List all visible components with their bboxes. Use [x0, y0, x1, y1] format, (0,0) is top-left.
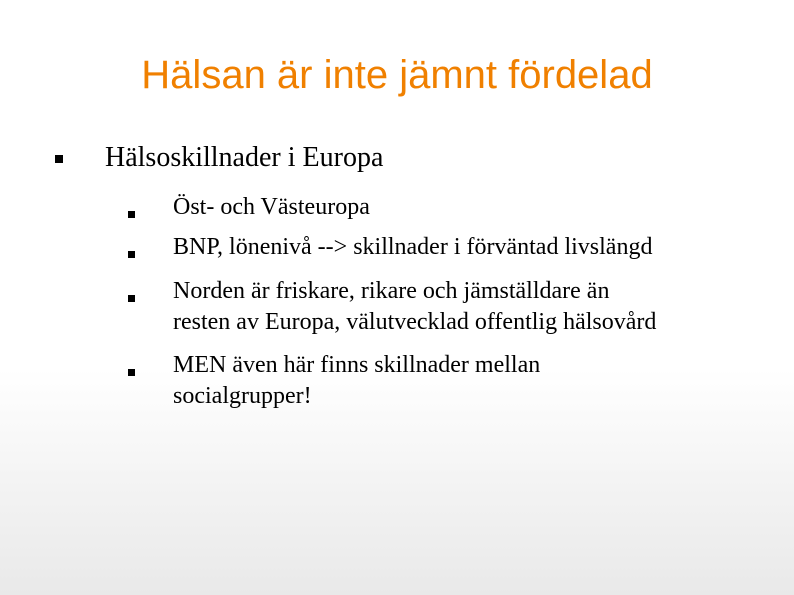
slide-title: Hälsan är inte jämnt fördelad — [141, 53, 653, 97]
sub-bullet-line: socialgrupper! — [173, 383, 312, 409]
square-bullet-icon — [128, 251, 135, 258]
main-bullet-text: Hälsoskillnader i Europa — [105, 142, 384, 173]
sub-bullet-text: Öst- och Västeuropa — [173, 194, 370, 220]
sub-bullet-line: Norden är friskare, rikare och jämställdare än — [173, 278, 610, 304]
sub-bullet-text: BNP, lönenivå --> skillnader i förväntad livslängd — [173, 234, 653, 260]
square-bullet-icon — [128, 211, 135, 218]
sub-bullet-text — [173, 276, 773, 338]
sub-bullet-text — [173, 350, 773, 412]
square-bullet-icon — [55, 155, 63, 163]
square-bullet-icon — [128, 369, 135, 376]
sub-bullet-line: resten av Europa, välutvecklad offentlig hälsovård — [173, 309, 657, 335]
square-bullet-icon — [128, 295, 135, 302]
sub-bullet-line: MEN även här finns skillnader mellan — [173, 352, 541, 378]
